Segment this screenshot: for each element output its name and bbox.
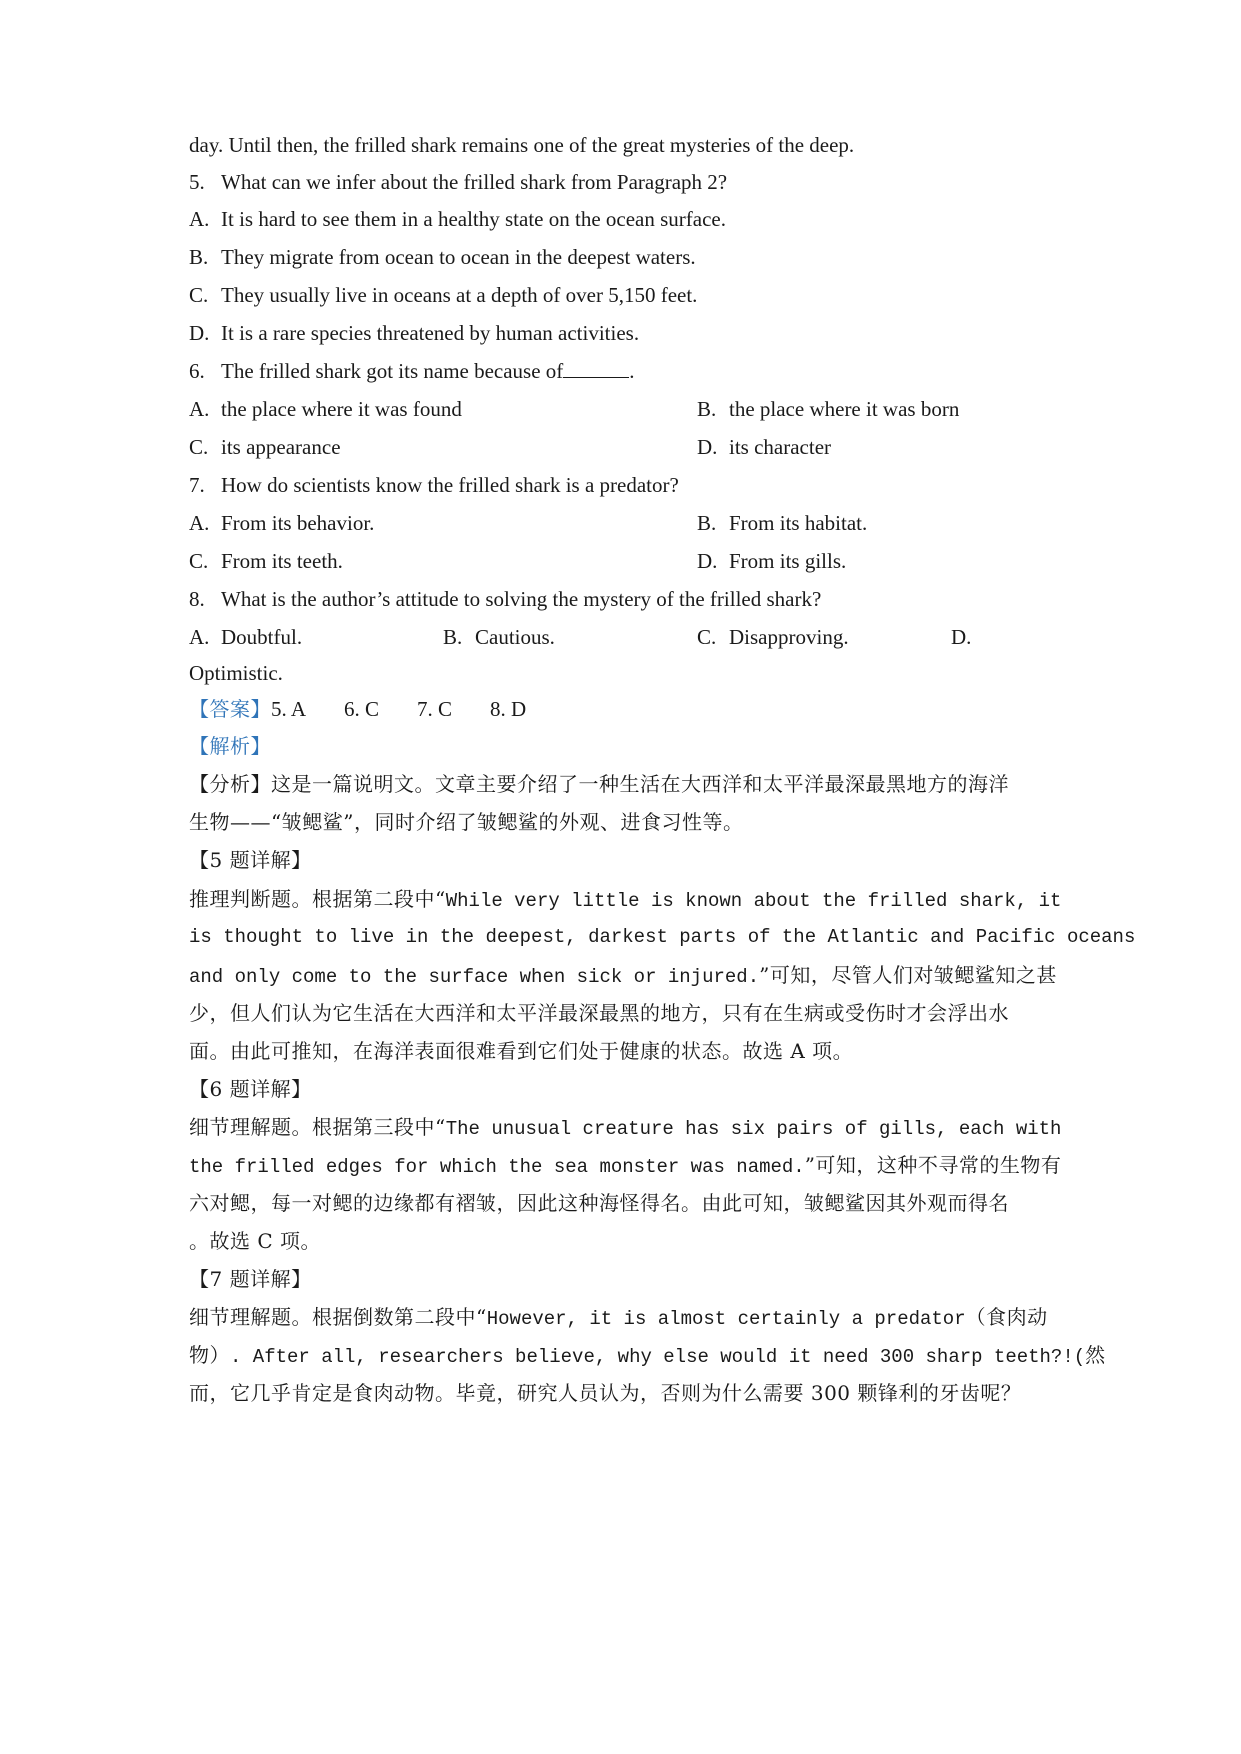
- detail-7-line-2: [189, 1340, 1106, 1372]
- answer-item: 7. C: [417, 697, 453, 721]
- analysis-label: 【解析】: [189, 734, 271, 758]
- question-number: 6.: [189, 359, 205, 383]
- option-6a: [189, 394, 462, 424]
- quote-text: The unusual creature has six pairs of gills, each with: [445, 1118, 1062, 1140]
- quote-text: the frilled edges for which the sea monster was named.: [189, 1156, 805, 1178]
- quote-text: and only come to the surface when sick or injured.: [189, 966, 760, 988]
- option-text: Cautious.: [475, 625, 555, 649]
- detail-6-line-1: [189, 1112, 1061, 1144]
- option-text: They migrate from ocean to ocean in the deepest waters.: [221, 245, 696, 269]
- option-text: From its gills.: [729, 549, 847, 573]
- detail-text: 推理判断题。根据第二段中“: [189, 887, 446, 911]
- answer-line: [189, 694, 564, 724]
- detail-text: 细节理解题。根据倒数第二段中“: [189, 1305, 487, 1329]
- question-5: [189, 167, 727, 197]
- option-6b: [697, 394, 959, 424]
- detail-5-line-5: 面。由此可推知，在海洋表面很难看到它们处于健康的状态。故选 A 项。: [189, 1039, 854, 1063]
- detail-text: 然: [1085, 1343, 1106, 1367]
- detail-7-line-3: 而，它几乎肯定是食肉动物。毕竟，研究人员认为，否则为什么需要 300 颗锋利的牙齿呢？: [189, 1381, 1022, 1405]
- option-label: A.: [189, 397, 210, 421]
- question-text: What is the author’s attitude to solving the mystery of the frilled shark?: [221, 587, 822, 611]
- option-6c: [189, 432, 341, 462]
- option-5c: [189, 280, 697, 310]
- option-label: D.: [697, 435, 718, 459]
- option-7c: [189, 546, 343, 576]
- option-7d: [697, 546, 846, 576]
- quote-text: However, it is almost certainly a predator: [486, 1308, 966, 1330]
- option-text: They usually live in oceans at a depth of over 5,150 feet.: [221, 283, 698, 307]
- option-label: C.: [189, 435, 209, 459]
- option-label: D.: [951, 625, 972, 649]
- detail-6-line-3: 六对鳃，每一对鳃的边缘都有褶皱，因此这种海怪得名。由此可知，皱鳃鲨因其外观而得名: [189, 1191, 1009, 1215]
- option-7b: [697, 508, 867, 538]
- option-label: A.: [189, 511, 210, 535]
- option-8d-text: Optimistic.: [189, 661, 283, 685]
- detail-text: （食肉动: [965, 1305, 1048, 1329]
- detail-text: ”可知，尽管人们对皱鳃鲨知之甚: [759, 963, 1057, 987]
- option-8a: [189, 622, 302, 652]
- detail-5-line-1: [189, 884, 1061, 916]
- option-7a: [189, 508, 374, 538]
- detail-6-line-4: 。故选 C 项。: [189, 1229, 322, 1253]
- analysis-line-1: 【分析】这是一篇说明文。文章主要介绍了一种生活在大西洋和太平洋最深最黑地方的海洋: [189, 772, 1009, 796]
- option-5a: [189, 204, 726, 234]
- option-text: its appearance: [221, 435, 341, 459]
- detail-5-line-2: is thought to live in the deepest, darkest parts of the Atlantic and Pacific oceans: [189, 926, 1136, 948]
- option-label: B.: [443, 625, 463, 649]
- option-text: Disapproving.: [729, 625, 849, 649]
- question-text: What can we infer about the frilled shark from Paragraph 2?: [221, 170, 728, 194]
- quote-text: . After all, researchers believe, why else would it need 300 sharp teeth?!(: [230, 1346, 1086, 1368]
- option-text: From its behavior.: [221, 511, 375, 535]
- option-8b: [443, 622, 555, 652]
- question-number: 7.: [189, 473, 205, 497]
- option-text: Doubtful.: [221, 625, 303, 649]
- option-label: B.: [697, 511, 717, 535]
- question-7: [189, 470, 679, 500]
- option-label: D.: [697, 549, 718, 573]
- option-label: D.: [189, 321, 210, 345]
- detail-7-line-1: [189, 1302, 1048, 1334]
- option-text: It is hard to see them in a healthy state on the ocean surface.: [221, 207, 726, 231]
- option-text: the place where it was found: [221, 397, 462, 421]
- option-text: From its teeth.: [221, 549, 343, 573]
- detail-6-heading: 【6 题详解】: [189, 1077, 312, 1101]
- option-6d: [697, 432, 831, 462]
- answer-item: 6. C: [344, 697, 380, 721]
- question-6: [189, 356, 635, 386]
- question-end: .: [629, 359, 635, 383]
- analysis-line-2: 生物——“皱鳃鲨”，同时介绍了皱鳃鲨的外观、进食习性等。: [189, 810, 744, 834]
- option-label: A.: [189, 207, 210, 231]
- detail-text: 细节理解题。根据第三段中“: [189, 1115, 446, 1139]
- detail-5-line-3: [189, 960, 1057, 992]
- intro-line: day. Until then, the frilled shark remains one of the great mysteries of the deep.: [189, 133, 855, 157]
- detail-7-heading: 【7 题详解】: [189, 1267, 312, 1291]
- option-5b: [189, 242, 696, 272]
- question-text: How do scientists know the frilled shark is a predator?: [221, 473, 679, 497]
- option-label: B.: [189, 245, 209, 269]
- answer-blank: [563, 357, 629, 378]
- option-5d: [189, 318, 639, 348]
- detail-5-line-4: 少，但人们认为它生活在大西洋和太平洋最深最黑的地方，只有在生病或受伤时才会浮出水: [189, 1001, 1009, 1025]
- detail-5-heading: 【5 题详解】: [189, 848, 312, 872]
- question-text: The frilled shark got its name because of: [221, 359, 564, 383]
- option-label: C.: [697, 625, 717, 649]
- question-number: 8.: [189, 587, 205, 611]
- detail-text: ”可知，这种不寻常的生物有: [804, 1153, 1062, 1177]
- option-text: the place where it was born: [729, 397, 960, 421]
- option-label: A.: [189, 625, 210, 649]
- option-label: C.: [189, 283, 209, 307]
- option-8d: [951, 622, 983, 652]
- option-label: B.: [697, 397, 717, 421]
- quote-text: While very little is known about the frilled shark, it: [445, 890, 1062, 912]
- option-text: From its habitat.: [729, 511, 868, 535]
- answer-label: 【答案】: [189, 697, 271, 721]
- option-8c: [697, 622, 849, 652]
- answer-item: 8. D: [490, 697, 527, 721]
- detail-text: 物）: [189, 1343, 230, 1367]
- option-text: It is a rare species threatened by human activities.: [221, 321, 640, 345]
- option-text: its character: [729, 435, 832, 459]
- option-label: C.: [189, 549, 209, 573]
- question-number: 5.: [189, 170, 205, 194]
- question-8: [189, 584, 821, 614]
- answer-item: 5. A: [271, 697, 307, 721]
- detail-6-line-2: [189, 1150, 1061, 1182]
